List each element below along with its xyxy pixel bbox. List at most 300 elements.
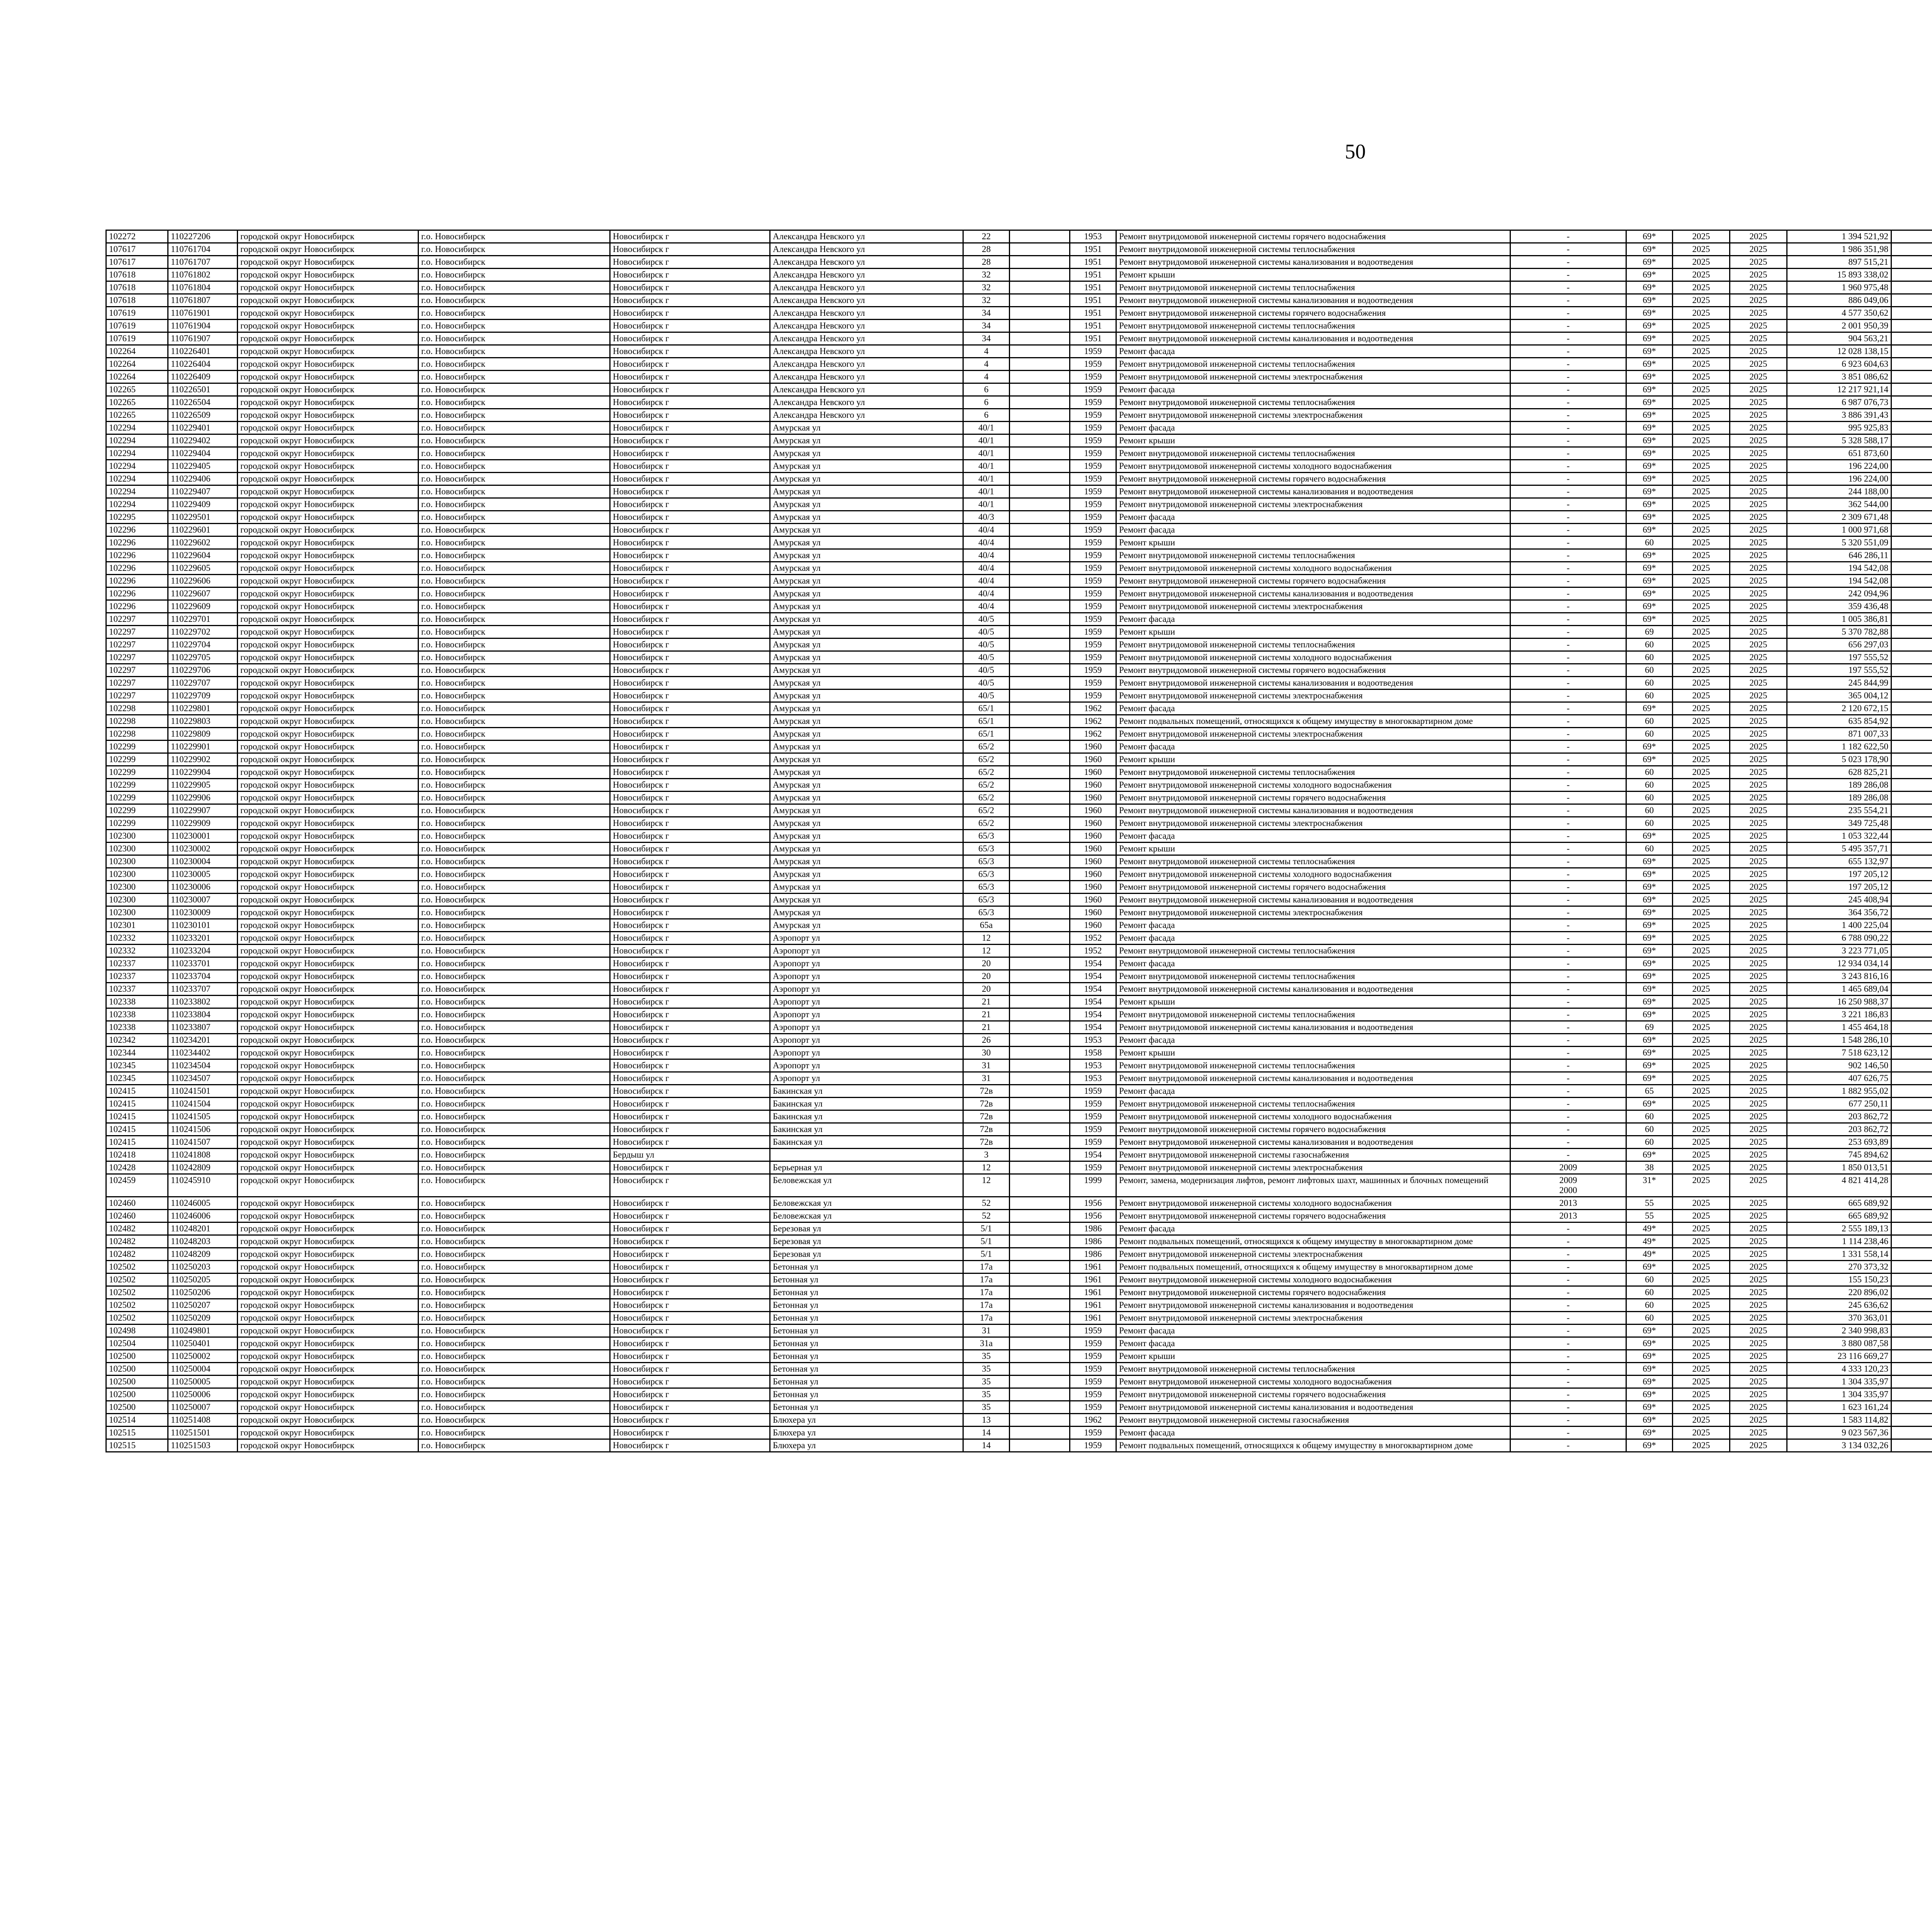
cell-plan-year-end: 2025 xyxy=(1730,753,1787,766)
cell-plan-year-start: 2025 xyxy=(1673,1149,1730,1161)
cell-house-number: 40/4 xyxy=(963,524,1010,536)
table-row xyxy=(106,332,1932,345)
cell-plan-year-start: 2025 xyxy=(1673,906,1730,919)
cell-street: Аэропорт ул xyxy=(770,983,963,996)
cell-settlement: г.о. Новосибирск xyxy=(418,1376,610,1388)
table-row xyxy=(106,957,1932,970)
cell-municipality: городской округ Новосибирск xyxy=(238,1085,418,1098)
table-row xyxy=(106,1376,1932,1388)
cell-fund-cost xyxy=(1891,906,1932,919)
cell-house-number: 65/3 xyxy=(963,906,1010,919)
cell-work-type: Ремонт внутридомовой инженерной системы теплоснабжения xyxy=(1116,1059,1510,1072)
cell-built-year: 1959 xyxy=(1070,358,1116,371)
cell-plan-year-start: 2025 xyxy=(1673,970,1730,983)
cell-house-id: 102297 xyxy=(106,613,168,626)
cell-street: Бакинская ул xyxy=(770,1098,963,1110)
cell-work-id: 110233802 xyxy=(168,996,238,1008)
table-row xyxy=(106,498,1932,511)
cell-last-repair-year: - xyxy=(1510,1110,1626,1123)
cell-work-id: 110230005 xyxy=(168,868,238,881)
table-row xyxy=(106,434,1932,447)
cell-municipality: городской округ Новосибирск xyxy=(238,1286,418,1299)
cell-built-year: 1959 xyxy=(1070,651,1116,664)
cell-building xyxy=(1010,600,1070,613)
cell-settlement: г.о. Новосибирск xyxy=(418,919,610,932)
cell-house-id: 102297 xyxy=(106,677,168,690)
cell-street: Аэропорт ул xyxy=(770,1034,963,1047)
cell-plan-year-start: 2025 xyxy=(1673,1414,1730,1427)
cell-locality: Новосибирск г xyxy=(610,1110,770,1123)
cell-municipality: городской округ Новосибирск xyxy=(238,855,418,868)
cell-building xyxy=(1010,906,1070,919)
cell-plan-year-start: 2025 xyxy=(1673,1325,1730,1337)
cell-work-type: Ремонт фасада xyxy=(1116,1222,1510,1235)
cell-wear-percent: 60 xyxy=(1626,728,1673,741)
cell-fund-cost xyxy=(1891,690,1932,702)
cell-plan-year-end: 2025 xyxy=(1730,485,1787,498)
cell-total-cost: 407 626,75 xyxy=(1787,1072,1891,1085)
cell-house-number: 40/1 xyxy=(963,460,1010,473)
cell-fund-cost xyxy=(1891,830,1932,843)
cell-building xyxy=(1010,779,1070,792)
cell-building xyxy=(1010,741,1070,753)
cell-building xyxy=(1010,932,1070,945)
cell-plan-year-start: 2025 xyxy=(1673,1286,1730,1299)
cell-settlement: г.о. Новосибирск xyxy=(418,638,610,651)
cell-wear-percent: 69* xyxy=(1626,256,1673,269)
cell-house-id: 102294 xyxy=(106,498,168,511)
table-row xyxy=(106,358,1932,371)
cell-house-id: 102332 xyxy=(106,945,168,957)
cell-settlement: г.о. Новосибирск xyxy=(418,1059,610,1072)
cell-building xyxy=(1010,371,1070,383)
cell-settlement: г.о. Новосибирск xyxy=(418,1161,610,1174)
cell-settlement: г.о. Новосибирск xyxy=(418,422,610,434)
cell-work-type: Ремонт внутридомовой инженерной системы канализования и водоотведения xyxy=(1116,983,1510,996)
cell-house-number: 65а xyxy=(963,919,1010,932)
cell-work-id: 110761907 xyxy=(168,332,238,345)
cell-built-year: 1959 xyxy=(1070,1388,1116,1401)
cell-work-id: 110229402 xyxy=(168,434,238,447)
cell-house-id: 102337 xyxy=(106,957,168,970)
cell-house-id: 102345 xyxy=(106,1059,168,1072)
cell-municipality: городской округ Новосибирск xyxy=(238,1337,418,1350)
cell-locality: Новосибирск г xyxy=(610,1235,770,1248)
cell-total-cost: 189 286,08 xyxy=(1787,779,1891,792)
table-row xyxy=(106,855,1932,868)
cell-total-cost: 3 243 816,16 xyxy=(1787,970,1891,983)
cell-building xyxy=(1010,460,1070,473)
cell-municipality: городской округ Новосибирск xyxy=(238,1261,418,1273)
cell-building xyxy=(1010,1325,1070,1337)
cell-house-id: 102297 xyxy=(106,638,168,651)
cell-street: Амурская ул xyxy=(770,434,963,447)
cell-wear-percent: 69* xyxy=(1626,983,1673,996)
cell-settlement: г.о. Новосибирск xyxy=(418,549,610,562)
cell-building xyxy=(1010,1174,1070,1197)
cell-fund-cost xyxy=(1891,396,1932,409)
table-row xyxy=(106,1098,1932,1110)
cell-wear-percent: 69* xyxy=(1626,894,1673,906)
cell-total-cost: 370 363,01 xyxy=(1787,1312,1891,1325)
cell-settlement: г.о. Новосибирск xyxy=(418,1427,610,1439)
cell-plan-year-start: 2025 xyxy=(1673,1210,1730,1222)
cell-settlement: г.о. Новосибирск xyxy=(418,243,610,256)
cell-building xyxy=(1010,1273,1070,1286)
cell-built-year: 1954 xyxy=(1070,1008,1116,1021)
cell-municipality: городской округ Новосибирск xyxy=(238,919,418,932)
table-row xyxy=(106,1161,1932,1174)
cell-total-cost: 197 555,52 xyxy=(1787,651,1891,664)
cell-plan-year-end: 2025 xyxy=(1730,294,1787,307)
cell-municipality: городской округ Новосибирск xyxy=(238,511,418,524)
cell-built-year: 1952 xyxy=(1070,932,1116,945)
cell-total-cost: 349 725,48 xyxy=(1787,817,1891,830)
cell-settlement: г.о. Новосибирск xyxy=(418,817,610,830)
cell-built-year: 1962 xyxy=(1070,728,1116,741)
cell-total-cost: 628 825,21 xyxy=(1787,766,1891,779)
cell-work-id: 110229406 xyxy=(168,473,238,485)
cell-work-type: Ремонт внутридомовой инженерной системы электроснабжения xyxy=(1116,498,1510,511)
cell-house-number: 72в xyxy=(963,1085,1010,1098)
table-row xyxy=(106,1136,1932,1149)
cell-plan-year-end: 2025 xyxy=(1730,1414,1787,1427)
cell-total-cost: 1 304 335,97 xyxy=(1787,1388,1891,1401)
cell-municipality: городской округ Новосибирск xyxy=(238,396,418,409)
cell-plan-year-end: 2025 xyxy=(1730,881,1787,894)
cell-locality: Новосибирск г xyxy=(610,575,770,587)
cell-street: Амурская ул xyxy=(770,830,963,843)
cell-building xyxy=(1010,536,1070,549)
cell-house-id: 102297 xyxy=(106,651,168,664)
cell-built-year: 1959 xyxy=(1070,1427,1116,1439)
cell-fund-cost xyxy=(1891,613,1932,626)
cell-settlement: г.о. Новосибирск xyxy=(418,932,610,945)
cell-work-id: 110249801 xyxy=(168,1325,238,1337)
cell-house-id: 102265 xyxy=(106,396,168,409)
cell-work-type: Ремонт фасада xyxy=(1116,383,1510,396)
cell-settlement: г.о. Новосибирск xyxy=(418,511,610,524)
cell-building xyxy=(1010,498,1070,511)
cell-settlement: г.о. Новосибирск xyxy=(418,320,610,332)
cell-street: Бакинская ул xyxy=(770,1110,963,1123)
cell-fund-cost xyxy=(1891,1248,1932,1261)
cell-work-id: 110229602 xyxy=(168,536,238,549)
cell-street: Бетонная ул xyxy=(770,1273,963,1286)
cell-house-number: 65/3 xyxy=(963,843,1010,855)
cell-fund-cost xyxy=(1891,677,1932,690)
cell-wear-percent: 69* xyxy=(1626,741,1673,753)
cell-work-id: 110250206 xyxy=(168,1286,238,1299)
cell-work-type: Ремонт внутридомовой инженерной системы теплоснабжения xyxy=(1116,320,1510,332)
cell-municipality: городской округ Новосибирск xyxy=(238,485,418,498)
cell-work-id: 110234402 xyxy=(168,1047,238,1059)
cell-street: Александра Невского ул xyxy=(770,396,963,409)
cell-settlement: г.о. Новосибирск xyxy=(418,868,610,881)
cell-last-repair-year: - xyxy=(1510,1299,1626,1312)
cell-street: Бетонная ул xyxy=(770,1388,963,1401)
cell-work-type: Ремонт фасада xyxy=(1116,919,1510,932)
cell-wear-percent: 69* xyxy=(1626,230,1673,243)
cell-work-id: 110241504 xyxy=(168,1098,238,1110)
cell-last-repair-year: - xyxy=(1510,549,1626,562)
cell-wear-percent: 69* xyxy=(1626,281,1673,294)
cell-last-repair-year: - xyxy=(1510,1072,1626,1085)
cell-house-number: 40/4 xyxy=(963,575,1010,587)
table-row xyxy=(106,307,1932,320)
cell-fund-cost xyxy=(1891,1222,1932,1235)
cell-work-id: 110229705 xyxy=(168,651,238,664)
cell-wear-percent: 60 xyxy=(1626,638,1673,651)
cell-total-cost: 197 555,52 xyxy=(1787,664,1891,677)
cell-plan-year-start: 2025 xyxy=(1673,702,1730,715)
cell-work-id: 110250207 xyxy=(168,1299,238,1312)
cell-plan-year-start: 2025 xyxy=(1673,256,1730,269)
cell-settlement: г.о. Новосибирск xyxy=(418,779,610,792)
cell-locality: Новосибирск г xyxy=(610,485,770,498)
cell-last-repair-year: - xyxy=(1510,881,1626,894)
table-row xyxy=(106,460,1932,473)
cell-plan-year-end: 2025 xyxy=(1730,1312,1787,1325)
cell-built-year: 1959 xyxy=(1070,1085,1116,1098)
cell-locality: Новосибирск г xyxy=(610,1337,770,1350)
cell-wear-percent: 69* xyxy=(1626,345,1673,358)
cell-locality: Новосибирск г xyxy=(610,945,770,957)
cell-house-number: 6 xyxy=(963,383,1010,396)
cell-last-repair-year: - xyxy=(1510,1248,1626,1261)
cell-work-type: Ремонт внутридомовой инженерной системы теплоснабжения xyxy=(1116,970,1510,983)
table-row xyxy=(106,906,1932,919)
cell-wear-percent: 69* xyxy=(1626,243,1673,256)
cell-plan-year-start: 2025 xyxy=(1673,1110,1730,1123)
cell-building xyxy=(1010,766,1070,779)
cell-fund-cost xyxy=(1891,919,1932,932)
cell-work-id: 110250002 xyxy=(168,1350,238,1363)
cell-house-number: 40/1 xyxy=(963,434,1010,447)
cell-house-id: 102296 xyxy=(106,524,168,536)
cell-work-type: Ремонт фасада xyxy=(1116,1034,1510,1047)
cell-building xyxy=(1010,1286,1070,1299)
cell-fund-cost xyxy=(1891,256,1932,269)
cell-locality: Новосибирск г xyxy=(610,881,770,894)
cell-street: Амурская ул xyxy=(770,728,963,741)
cell-work-type: Ремонт внутридомовой инженерной системы теплоснабжения xyxy=(1116,766,1510,779)
cell-total-cost: 1 304 335,97 xyxy=(1787,1376,1891,1388)
cell-street: Амурская ул xyxy=(770,779,963,792)
cell-work-id: 110229607 xyxy=(168,587,238,600)
cell-building xyxy=(1010,677,1070,690)
cell-building xyxy=(1010,447,1070,460)
cell-work-id: 110229704 xyxy=(168,638,238,651)
cell-work-type: Ремонт внутридомовой инженерной системы холодного водоснабжения xyxy=(1116,868,1510,881)
cell-building xyxy=(1010,1401,1070,1414)
cell-work-id: 110229909 xyxy=(168,817,238,830)
cell-locality: Новосибирск г xyxy=(610,868,770,881)
cell-settlement: г.о. Новосибирск xyxy=(418,855,610,868)
cell-fund-cost xyxy=(1891,932,1932,945)
cell-built-year: 1954 xyxy=(1070,996,1116,1008)
cell-municipality: городской округ Новосибирск xyxy=(238,881,418,894)
cell-wear-percent: 69* xyxy=(1626,996,1673,1008)
table-row xyxy=(106,1021,1932,1034)
cell-plan-year-end: 2025 xyxy=(1730,256,1787,269)
cell-building xyxy=(1010,817,1070,830)
cell-house-number: 31а xyxy=(963,1337,1010,1350)
table-row xyxy=(106,524,1932,536)
cell-fund-cost xyxy=(1891,1072,1932,1085)
cell-house-id: 102415 xyxy=(106,1085,168,1098)
cell-locality: Новосибирск г xyxy=(610,1222,770,1235)
cell-house-id: 102500 xyxy=(106,1376,168,1388)
cell-house-number: 32 xyxy=(963,294,1010,307)
cell-street: Бетонная ул xyxy=(770,1286,963,1299)
cell-house-number: 35 xyxy=(963,1350,1010,1363)
cell-wear-percent: 60 xyxy=(1626,766,1673,779)
table-row xyxy=(106,269,1932,281)
cell-work-id: 110230001 xyxy=(168,830,238,843)
cell-work-id: 110230101 xyxy=(168,919,238,932)
cell-work-type: Ремонт внутридомовой инженерной системы теплоснабжения xyxy=(1116,281,1510,294)
cell-plan-year-start: 2025 xyxy=(1673,1008,1730,1021)
cell-house-number: 65/2 xyxy=(963,753,1010,766)
cell-work-type: Ремонт внутридомовой инженерной системы канализования и водоотведения xyxy=(1116,1299,1510,1312)
cell-building xyxy=(1010,281,1070,294)
cell-plan-year-end: 2025 xyxy=(1730,1072,1787,1085)
cell-work-id: 110233201 xyxy=(168,932,238,945)
cell-street: Бетонная ул xyxy=(770,1261,963,1273)
cell-work-id: 110248201 xyxy=(168,1222,238,1235)
cell-work-id: 110229609 xyxy=(168,600,238,613)
cell-plan-year-start: 2025 xyxy=(1673,1059,1730,1072)
cell-plan-year-start: 2025 xyxy=(1673,1350,1730,1363)
table-row xyxy=(106,1059,1932,1072)
cell-fund-cost xyxy=(1891,804,1932,817)
cell-municipality: городской округ Новосибирск xyxy=(238,753,418,766)
cell-building xyxy=(1010,383,1070,396)
cell-plan-year-start: 2025 xyxy=(1673,447,1730,460)
cell-house-id: 102482 xyxy=(106,1222,168,1235)
cell-total-cost: 745 894,62 xyxy=(1787,1149,1891,1161)
cell-house-number: 65/2 xyxy=(963,817,1010,830)
cell-municipality: городской округ Новосибирск xyxy=(238,868,418,881)
cell-house-number: 40/4 xyxy=(963,587,1010,600)
table-row xyxy=(106,728,1932,741)
cell-settlement: г.о. Новосибирск xyxy=(418,715,610,728)
cell-last-repair-year: - xyxy=(1510,970,1626,983)
cell-wear-percent: 69* xyxy=(1626,511,1673,524)
cell-work-type: Ремонт внутридомовой инженерной системы теплоснабжения xyxy=(1116,638,1510,651)
cell-municipality: городской округ Новосибирск xyxy=(238,1197,418,1210)
cell-settlement: г.о. Новосибирск xyxy=(418,651,610,664)
cell-built-year: 1959 xyxy=(1070,422,1116,434)
cell-house-id: 102294 xyxy=(106,485,168,498)
cell-street: Амурская ул xyxy=(770,651,963,664)
cell-work-id: 110761802 xyxy=(168,269,238,281)
cell-plan-year-start: 2025 xyxy=(1673,945,1730,957)
cell-house-id: 102338 xyxy=(106,1021,168,1034)
cell-wear-percent: 69* xyxy=(1626,396,1673,409)
cell-municipality: городской округ Новосибирск xyxy=(238,536,418,549)
cell-fund-cost xyxy=(1891,1261,1932,1273)
cell-building xyxy=(1010,1085,1070,1098)
cell-locality: Новосибирск г xyxy=(610,358,770,371)
table-row xyxy=(106,779,1932,792)
cell-fund-cost xyxy=(1891,881,1932,894)
cell-street: Бетонная ул xyxy=(770,1325,963,1337)
cell-plan-year-start: 2025 xyxy=(1673,728,1730,741)
cell-last-repair-year: - xyxy=(1510,1312,1626,1325)
cell-settlement: г.о. Новосибирск xyxy=(418,677,610,690)
cell-work-type: Ремонт фасада xyxy=(1116,511,1510,524)
cell-municipality: городской округ Новосибирск xyxy=(238,843,418,855)
cell-last-repair-year: - xyxy=(1510,715,1626,728)
cell-work-type: Ремонт внутридомовой инженерной системы горячего водоснабжения xyxy=(1116,473,1510,485)
cell-built-year: 1959 xyxy=(1070,485,1116,498)
register-table-wrapper xyxy=(105,230,1932,1452)
cell-wear-percent: 55 xyxy=(1626,1210,1673,1222)
cell-house-number: 40/5 xyxy=(963,664,1010,677)
cell-municipality: городской округ Новосибирск xyxy=(238,1222,418,1235)
cell-locality: Новосибирск г xyxy=(610,447,770,460)
cell-house-id: 102418 xyxy=(106,1149,168,1161)
table-row xyxy=(106,1047,1932,1059)
cell-work-type: Ремонт внутридомовой инженерной системы горячего водоснабжения xyxy=(1116,230,1510,243)
cell-plan-year-start: 2025 xyxy=(1673,1072,1730,1085)
cell-municipality: городской округ Новосибирск xyxy=(238,651,418,664)
cell-house-number: 31 xyxy=(963,1072,1010,1085)
cell-locality: Новосибирск г xyxy=(610,1034,770,1047)
cell-work-type: Ремонт внутридомовой инженерной системы электроснабжения xyxy=(1116,906,1510,919)
cell-municipality: городской округ Новосибирск xyxy=(238,715,418,728)
cell-building xyxy=(1010,473,1070,485)
cell-settlement: г.о. Новосибирск xyxy=(418,1149,610,1161)
cell-building xyxy=(1010,1414,1070,1427)
cell-fund-cost xyxy=(1891,536,1932,549)
cell-building xyxy=(1010,511,1070,524)
cell-work-type: Ремонт внутридомовой инженерной системы электроснабжения xyxy=(1116,409,1510,422)
cell-built-year: 1951 xyxy=(1070,269,1116,281)
cell-locality: Новосибирск г xyxy=(610,906,770,919)
cell-street: Амурская ул xyxy=(770,817,963,830)
cell-house-number: 4 xyxy=(963,345,1010,358)
cell-municipality: городской округ Новосибирск xyxy=(238,1123,418,1136)
cell-municipality: городской округ Новосибирск xyxy=(238,281,418,294)
cell-plan-year-start: 2025 xyxy=(1673,345,1730,358)
cell-plan-year-start: 2025 xyxy=(1673,1427,1730,1439)
cell-work-id: 110761804 xyxy=(168,281,238,294)
cell-municipality: городской округ Новосибирск xyxy=(238,358,418,371)
cell-total-cost: 677 250,11 xyxy=(1787,1098,1891,1110)
cell-settlement: г.о. Новосибирск xyxy=(418,792,610,804)
cell-wear-percent: 69* xyxy=(1626,1337,1673,1350)
cell-plan-year-end: 2025 xyxy=(1730,536,1787,549)
cell-last-repair-year: - xyxy=(1510,1261,1626,1273)
cell-house-number: 40/5 xyxy=(963,690,1010,702)
cell-locality: Новосибирск г xyxy=(610,1248,770,1261)
cell-municipality: городской округ Новосибирск xyxy=(238,1363,418,1376)
cell-street: Амурская ул xyxy=(770,460,963,473)
cell-work-type: Ремонт внутридомовой инженерной системы электроснабжения xyxy=(1116,728,1510,741)
cell-plan-year-start: 2025 xyxy=(1673,868,1730,881)
cell-plan-year-start: 2025 xyxy=(1673,1235,1730,1248)
cell-house-id: 102460 xyxy=(106,1197,168,1210)
cell-locality: Новосибирск г xyxy=(610,230,770,243)
cell-house-number: 12 xyxy=(963,1174,1010,1197)
cell-total-cost: 1 850 013,51 xyxy=(1787,1161,1891,1174)
cell-plan-year-end: 2025 xyxy=(1730,1427,1787,1439)
cell-work-type: Ремонт внутридомовой инженерной системы газоснабжения xyxy=(1116,1414,1510,1427)
cell-wear-percent: 69* xyxy=(1626,1414,1673,1427)
